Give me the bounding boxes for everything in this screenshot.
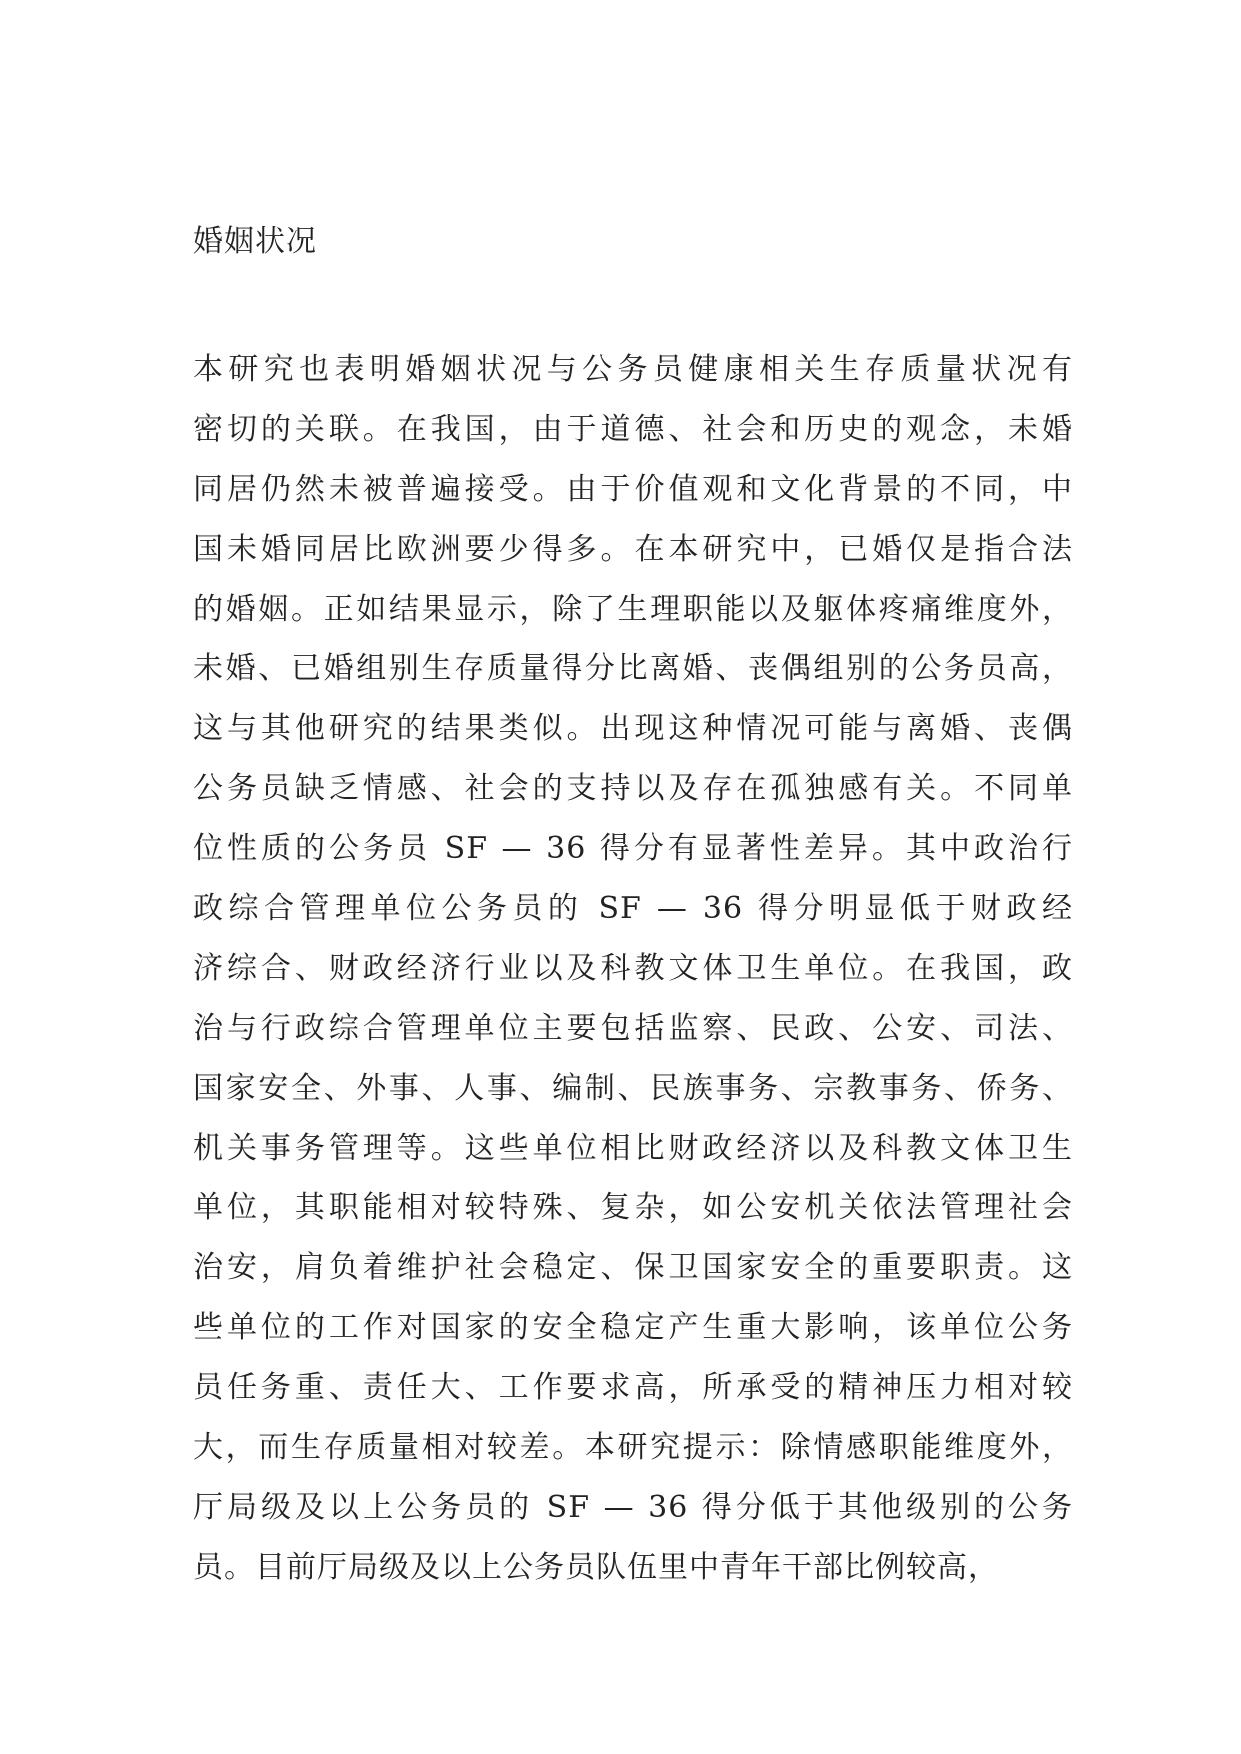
text-line: 未婚、已婚组别生存质量得分比离婚、丧偶组别的公务员高，	[193, 651, 1073, 687]
text-line: 员。目前厅局级及以上公务员队伍里中青年干部比例较高，	[193, 1549, 999, 1585]
text-line: 济综合、财政经济行业以及科教文体卫生单位。在我国，政	[193, 950, 1073, 986]
text-line: 这与其他研究的结果类似。出现这种情况可能与离婚、丧偶	[193, 711, 1073, 747]
text-line: 同居仍然未被普遍接受。由于价值观和文化背景的不同，中	[193, 471, 1073, 507]
text-line: 厅局级及以上公务员的 SF — 36 得分低于其他级别的公务	[193, 1489, 1073, 1525]
text-line: 位性质的公务员 SF — 36 得分有显著性差异。其中政治行	[193, 831, 1073, 867]
text-line: 员任务重、责任大、工作要求高，所承受的精神压力相对较	[193, 1370, 1073, 1406]
text-line: 些单位的工作对国家的安全稳定产生重大影响，该单位公务	[193, 1310, 1073, 1346]
text-line: 大，而生存质量相对较差。本研究提示：除情感职能维度外，	[193, 1430, 1073, 1466]
text-line: 治与行政综合管理单位主要包括监察、民政、公安、司法、	[193, 1010, 1073, 1046]
text-line: 本研究也表明婚姻状况与公务员健康相关生存质量状况有	[193, 352, 1073, 387]
body-text	[193, 340, 1073, 1598]
text-line: 国未婚同居比欧洲要少得多。在本研究中，已婚仅是指合法	[193, 531, 1073, 567]
text-line: 密切的关联。在我国，由于道德、社会和历史的观念，未婚	[193, 411, 1073, 447]
section-heading: 婚姻状况	[193, 224, 317, 259]
text-line: 国家安全、外事、人事、编制、民族事务、宗教事务、侨务、	[193, 1070, 1073, 1106]
text-line: 公务员缺乏情感、社会的支持以及存在孤独感有关。不同单	[193, 771, 1073, 807]
text-line: 的婚姻。正如结果显示，除了生理职能以及躯体疼痛维度外，	[193, 591, 1073, 627]
text-line: 机关事务管理等。这些单位相比财政经济以及科教文体卫生	[193, 1130, 1073, 1166]
text-line: 单位，其职能相对较特殊、复杂，如公安机关依法管理社会	[193, 1190, 1073, 1226]
text-line: 治安，肩负着维护社会稳定、保卫国家安全的重要职责。这	[193, 1250, 1073, 1286]
text-line: 政综合管理单位公务员的 SF — 36 得分明显低于财政经	[193, 891, 1073, 927]
